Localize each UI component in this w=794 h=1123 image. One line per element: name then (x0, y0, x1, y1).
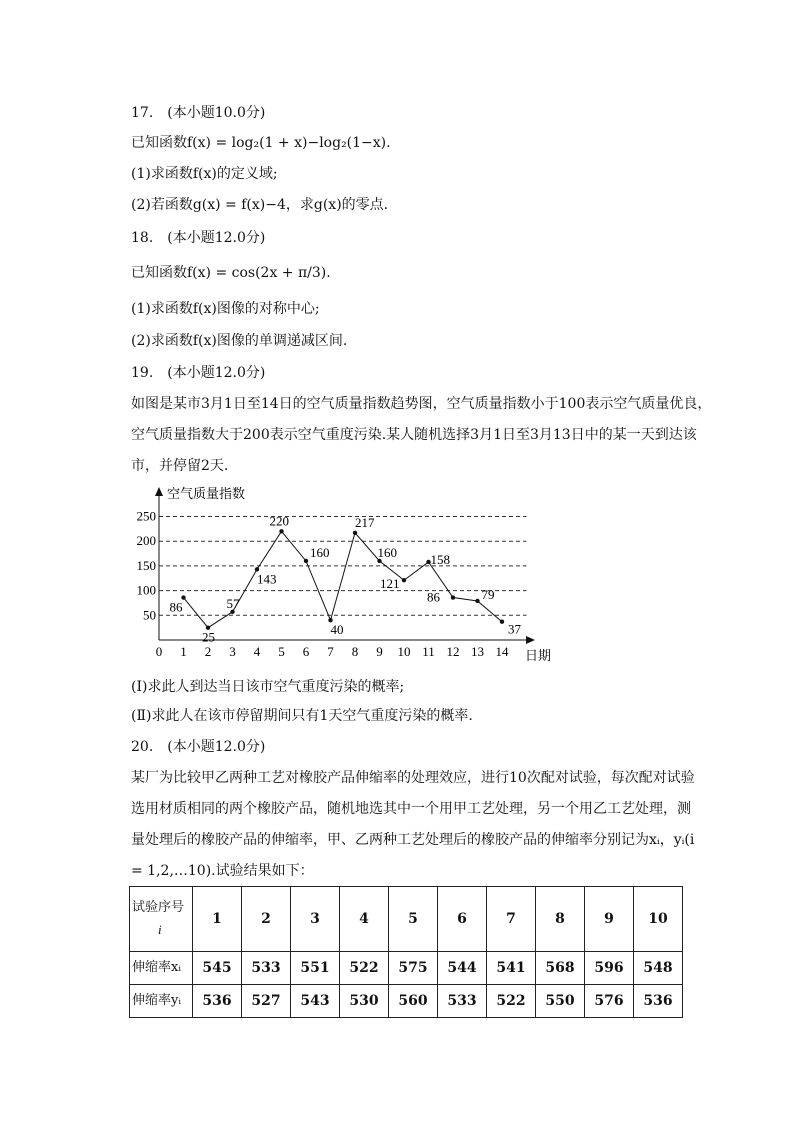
data-label: 143 (257, 571, 277, 587)
x-tick-label: 12 (446, 644, 460, 659)
x-value-cell: 568 (536, 952, 585, 985)
y-value-cell: 576 (585, 985, 634, 1018)
q19-part2: (Ⅱ)求此人在该市停留期间只有1天空气重度污染的概率. (131, 708, 473, 724)
q20-line1: 某厂为比较甲乙两种工艺对橡胶产品伸缩率的处理效应，进行10次配对试验，每次配对试验 (131, 770, 695, 786)
x-tick-label: 4 (253, 644, 261, 659)
data-label: 37 (508, 621, 521, 637)
row-x-label: 伸缩率xᵢ (130, 952, 193, 985)
q19-line1: 如图是某市3月1日至14日的空气质量指数趋势图，空气质量指数小于100表示空气质量优良， (131, 396, 712, 412)
x-value-cell: 544 (438, 952, 487, 985)
data-point (451, 595, 455, 599)
index-cell: 4 (340, 887, 389, 952)
y-axis-label: 空气质量指数 (167, 486, 246, 501)
index-cell: 1 (193, 887, 242, 952)
q20-line4: = 1,2,…10).试验结果如下： (131, 863, 314, 879)
data-point (475, 599, 479, 603)
index-cell: 7 (487, 887, 536, 952)
data-point (402, 578, 406, 582)
y-axis-arrow (155, 487, 163, 496)
x-axis-label: 日期 (525, 648, 552, 663)
x-value-cell: 551 (291, 952, 340, 985)
y-tick-label: 150 (136, 557, 156, 573)
data-labels (170, 513, 522, 644)
header-label-cell (130, 887, 193, 952)
q17-part2: (2)若函数g(x) = f(x)−4，求g(x)的零点. (131, 197, 389, 213)
data-label: 158 (430, 551, 450, 567)
index-cell: 6 (438, 887, 487, 952)
data-label: 86 (427, 589, 440, 605)
data-point (279, 529, 283, 533)
index-cell: 3 (291, 887, 340, 952)
x-tick-label: 2 (204, 644, 212, 659)
x-value-cell: 533 (242, 952, 291, 985)
y-tick-label: 250 (136, 508, 156, 524)
x-tick-label: 5 (278, 644, 285, 659)
data-point (353, 531, 357, 535)
y-value-cell: 533 (438, 985, 487, 1018)
x-ticks (156, 644, 509, 659)
q18-part2: (2)求函数f(x)图像的单调递减区间. (131, 333, 348, 349)
index-cell: 8 (536, 887, 585, 952)
q20-line3: 量处理后的橡胶产品的伸缩率，甲、乙两种工艺处理后的橡胶产品的伸缩率分别记为xᵢ，yᵢ(i (131, 832, 695, 848)
x-value-cell: 548 (634, 952, 683, 985)
q19-part1: (Ⅰ)求此人到达当日该市空气重度污染的概率; (131, 679, 405, 695)
data-label: 217 (355, 514, 375, 530)
header-label: 试验序号 (132, 899, 185, 915)
q17-header: 17. (本小题10.0分) (131, 105, 266, 121)
data-label: 121 (380, 576, 400, 592)
q20-header: 20. (本小题12.0分) (131, 739, 266, 755)
y-value-cell: 543 (291, 985, 340, 1018)
x-value-cell: 522 (340, 952, 389, 985)
index-cell: 2 (242, 887, 291, 952)
data-label: 160 (377, 544, 397, 560)
data-label: 220 (269, 513, 289, 529)
q18-stem: 已知函数f(x) = cos(2x + π/3). (131, 265, 331, 281)
data-label: 40 (330, 622, 344, 638)
data-label: 57 (226, 595, 240, 611)
index-cell: 5 (389, 887, 438, 952)
x-value-cell: 596 (585, 952, 634, 985)
experiment-table (129, 886, 683, 1018)
x-value-cell: 545 (193, 952, 242, 985)
q19-line2: 空气质量指数大于200表示空气重度污染.某人随机选择3月1日至3月13日中的某一天到达该 (131, 427, 697, 443)
header-var: i (158, 921, 162, 937)
index-cell: 10 (634, 887, 683, 952)
table-row-x (130, 952, 683, 985)
data-label: 25 (202, 629, 215, 645)
y-value-cell: 560 (389, 985, 438, 1018)
x-tick-label: 11 (422, 644, 435, 659)
y-value-cell: 536 (634, 985, 683, 1018)
table-row-y (130, 985, 683, 1018)
x-tick-label: 9 (376, 644, 383, 659)
q17-stem: 已知函数f(x) = log₂(1 + x)−log₂(1−x). (131, 135, 391, 151)
y-tick-label: 100 (136, 582, 156, 598)
q18-header: 18. (本小题12.0分) (131, 230, 266, 246)
data-point (304, 559, 308, 563)
x-tick-label: 8 (351, 644, 359, 659)
air-quality-line-chart (125, 482, 555, 667)
points (181, 529, 504, 630)
y-value-cell: 530 (340, 985, 389, 1018)
x-tick-label: 14 (495, 644, 509, 659)
row-y-label: 伸缩率yᵢ (130, 985, 193, 1018)
index-cell: 9 (585, 887, 634, 952)
x-tick-label: 6 (302, 644, 310, 659)
x-tick-label: 3 (229, 644, 236, 659)
table-header-row (130, 887, 683, 952)
data-label: 79 (481, 586, 495, 602)
x-tick-label: 1 (180, 644, 187, 659)
x-value-cell: 541 (487, 952, 536, 985)
x-tick-label: 10 (397, 644, 411, 659)
q19-line3: 市，并停留2天. (131, 458, 229, 474)
q19-header: 19. (本小题12.0分) (131, 365, 266, 381)
x-value-cell: 575 (389, 952, 438, 985)
x-tick-label: 0 (155, 644, 163, 659)
y-value-cell: 522 (487, 985, 536, 1018)
data-point (500, 620, 504, 624)
y-value-cell: 527 (242, 985, 291, 1018)
x-tick-label: 13 (471, 644, 484, 659)
q18-part1: (1)求函数f(x)图像的对称中心; (131, 301, 320, 317)
y-value-cell: 550 (536, 985, 585, 1018)
y-tick-label: 50 (143, 607, 156, 623)
y-value-cell: 536 (193, 985, 242, 1018)
x-axis-arrow (526, 636, 535, 644)
x-tick-label: 7 (327, 644, 334, 659)
data-label: 86 (169, 599, 183, 615)
y-ticks (137, 509, 157, 623)
data-label: 160 (310, 544, 330, 560)
y-tick-label: 200 (136, 533, 156, 549)
q20-line2: 选用材质相同的两个橡胶产品，随机地选其中一个用甲工艺处理，另一个用乙工艺处理，测 (131, 801, 691, 817)
q17-part1: (1)求函数f(x)的定义域; (131, 166, 278, 182)
